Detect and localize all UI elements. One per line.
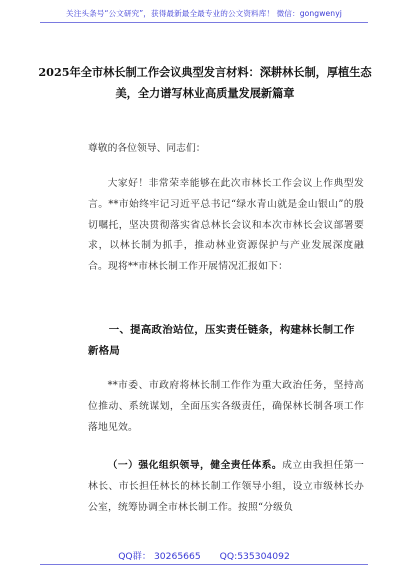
subsection-1-text: 成立由我担任第一林长、市长担任林长的林长制工作领导小组，设立市级林长办公室，统筹协调全市林长制工作。按照“分级负 [88,460,364,513]
qq-group-text: QQ群： 30265665 [118,551,201,562]
top-divider [40,22,368,23]
subsection-heading-1: （一）强化组织领导，健全责任体系。 [107,460,283,471]
paragraph-subsection-1 [88,456,364,518]
document-title: 2025年全市林长制工作会议典型发言材料：深耕林长制，厚植生态美，全力谱写林业高质量发展新篇章 [38,65,372,100]
paragraph-intro: 大家好！非常荣幸能够在此次市林长工作会议上作典型发言。**市始终牢记习近平总书记“绿水青山就是金山银山”的殷切嘱托，坚决贯彻落实省总林长会议和本次市林长会议部署要求，以林长制为抓手，推动林业资源保护与产业发展深度融合。现将**市林长制工作开展情况汇报如下： [88,178,364,273]
footer-contact [0,548,408,562]
bottom-divider [40,564,368,565]
section-heading-1: 一、提高政治站位，压实责任链条，构建林长制工作新格局 [88,324,355,357]
qq-number-text: QQ:535304092 [219,551,290,562]
salutation: 尊敬的各位领导、同志们： [88,143,206,154]
paragraph-section-1: **市委、市政府将林长制工作作为重大政治任务，坚持高位推动、系统谋划，全面压实各级责任，确保林长制各项工作落地见效。 [88,380,364,433]
top-banner: 关注头条号“公文研究”，获得最新最全最专业的公文资料库！ 微信：gongwenyj [66,9,342,18]
